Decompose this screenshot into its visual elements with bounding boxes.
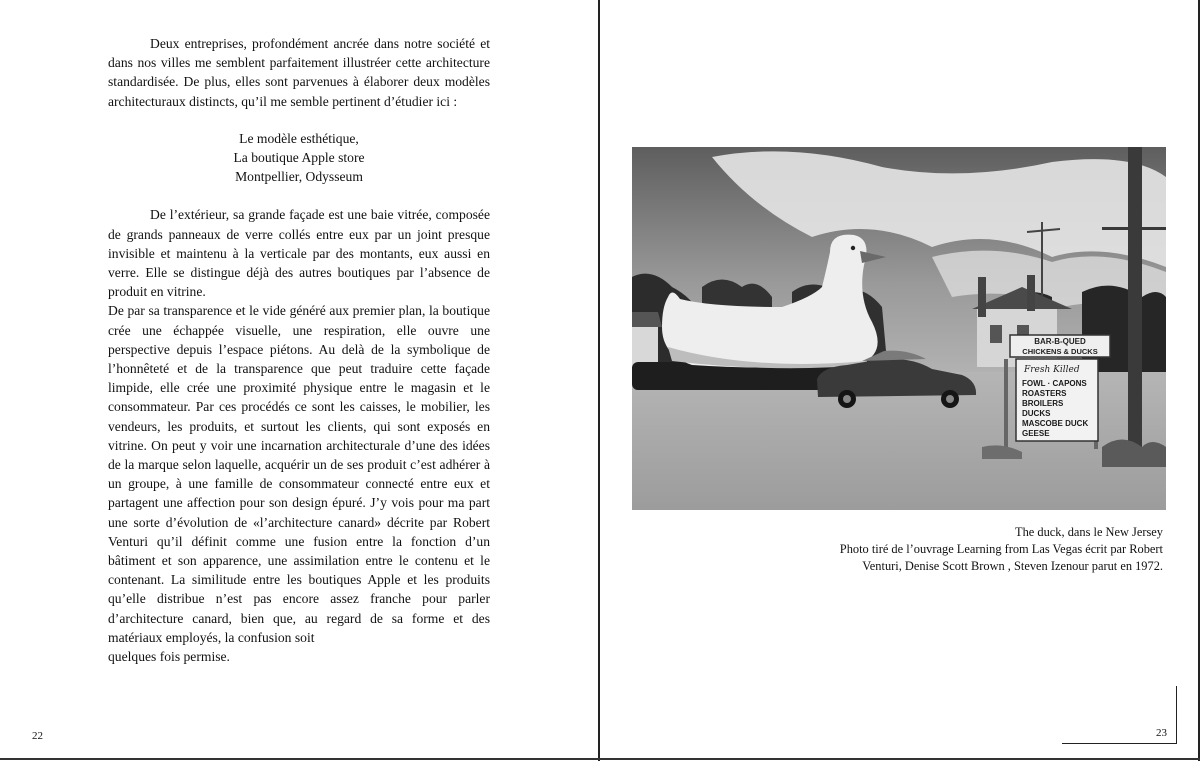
sign-item-2: ROASTERS — [1022, 389, 1067, 398]
caption-line-authors: Venturi, Denise Scott Brown , Steven Izenour parut en 1972. — [862, 559, 1163, 574]
center-line-model: Le modèle esthétique, — [239, 130, 359, 146]
body-text-column — [108, 34, 490, 666]
sign-line-1: BAR-B-QUED — [1034, 337, 1086, 346]
caption-line-title: The duck, dans le New Jersey — [1015, 525, 1163, 539]
paragraph-intro: Deux entreprises, profondément ancrée dans notre société et dans nos villes me semblent parfaitement illustréer cette architecture standardisée. De plus, elles sont parvenues à élaborer deux modèles architecturaux distincts, qu’il me semble pertinent d’étudier ici : — [108, 36, 490, 109]
center-line-store: La boutique Apple store — [233, 150, 365, 166]
left-page — [0, 0, 598, 761]
sign-line-2: CHICKENS & DUCKS — [1022, 347, 1098, 356]
sign-item-4: DUCKS — [1022, 409, 1051, 418]
center-line-location: Montpellier, Odysseum — [235, 169, 363, 185]
paragraph-facade: De l’extérieur, sa grande façade est une baie vitrée, composée de grands panneaux de verre collés entre eux par un joint presque invisible et maintenu à la verticale par des montants, eux aussi en verre. Elle se distingue déjà des autres boutiques par l’absence de produit en vitrine. — [108, 207, 490, 300]
sign-item-1: FOWL · CAPONS — [1022, 379, 1087, 388]
duck-building-photo — [632, 147, 1166, 510]
corner-rule-vertical — [1176, 686, 1177, 744]
right-page — [600, 0, 1200, 761]
sign-item-6: GEESE — [1022, 429, 1050, 438]
page-number-left: 22 — [32, 730, 43, 742]
paragraph-transparency: De par sa transparence et le vide généré aux premier plan, la boutique crée une échappée visuelle, une respiration, elle ouvre une perspective depuis l’espace piétons. Au delà de la symbolique de l’honnêteté et de la transparence que peut traduire cette façade limpide, elle crée une proximité physique entre le magasin et le consommateur. Par ces procédés ce sont les caisses, le mobilier, les vendeurs, les produits, et surtout les clients, qui sont exposés en vitrine. On peut y voir une incarnation architecturale d’une des idées de la marque selon laquelle, acquérir un de ses produit c’est adhérer à un groupe, à une famille de consommateur connecté entre eux et partagent une affection pour son design épuré. J’y vois pour ma part une sorte d’évolution de «l’architecture canard» décrite par Robert Venturi qu’il définit comme une fusion entre la fonction d’un bâtiment et son apparence, une assimilation entre le contenu et le contenant. La similitude entre les boutiques Apple et les produits qu’elle distribue n’est pas encore assez franche pour parler d’architecture canard, bien que, au regard de sa forme et des matériaux employés, la confusion soit — [108, 303, 490, 645]
caption-line-source: Photo tiré de l’ouvrage Learning from Las Vegas écrit par Robert — [839, 542, 1163, 557]
centered-heading-block — [108, 129, 490, 187]
corner-rule-horizontal — [1062, 743, 1177, 744]
photo-caption — [740, 524, 1163, 576]
sign-item-5: MASCOBE DUCK — [1022, 419, 1089, 428]
page-number-right: 23 — [1156, 727, 1167, 739]
paragraph-last-line: quelques fois permise. — [108, 649, 230, 665]
sign-heading: Fresh Killed — [1024, 365, 1080, 375]
sign-item-3: BROILERS — [1022, 399, 1064, 408]
bottom-page-edge — [0, 758, 1200, 760]
